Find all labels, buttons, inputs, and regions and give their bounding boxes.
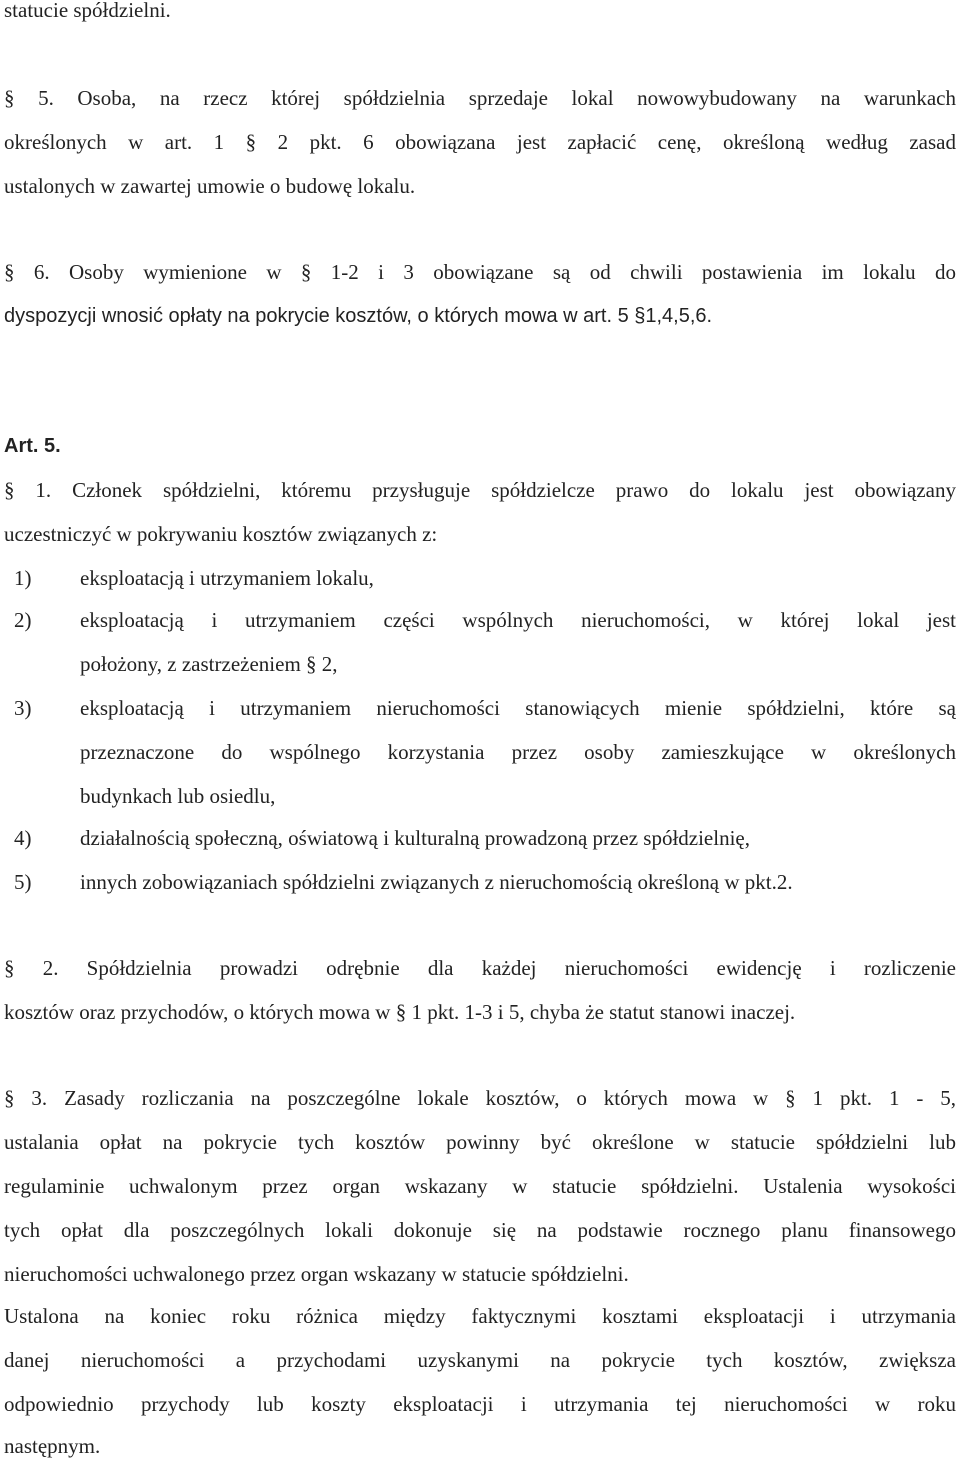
paragraph-5-line-3: ustalonych w zawartej umowie o budowę lokalu. xyxy=(4,174,416,198)
list-item-number: 3) xyxy=(14,696,32,720)
section-1-line-2: uczestniczyć w pokrywaniu kosztów związanych z: xyxy=(4,522,438,546)
list-item-text: położony, z zastrzeżeniem § 2, xyxy=(80,652,338,676)
section-1-line-1: § 1. Członek spółdzielni, któremu przysługuje spółdzielcze prawo do lokalu jest obowiązany xyxy=(4,478,956,502)
top-fragment: statucie spółdzielni. xyxy=(4,0,171,22)
list-item-text: budynkach lub osiedlu, xyxy=(80,784,276,808)
section-3-line-2: ustalania opłat na pokrycie tych kosztów powinny być określone w statucie spółdzielni lub xyxy=(4,1130,956,1154)
section-2-line-1: § 2. Spółdzielnia prowadzi odrębnie dla każdej nieruchomości ewidencję i rozliczenie xyxy=(4,956,956,980)
list-item-text: innych zobowiązaniach spółdzielni związanych z nieruchomością określoną w pkt.2. xyxy=(80,870,793,894)
list-item-text: eksploatacją i utrzymaniem lokalu, xyxy=(80,566,374,590)
section-3-line-6: Ustalona na koniec roku różnica między faktycznymi kosztami eksploatacji i utrzymania xyxy=(4,1304,956,1328)
section-3-line-7: danej nieruchomości a przychodami uzyskanymi na pokrycie tych kosztów, zwiększa xyxy=(4,1348,956,1372)
list-item-text: przeznaczone do wspólnego korzystania przez osoby zamieszkujące w określonych xyxy=(80,740,956,764)
section-2-line-2: kosztów oraz przychodów, o których mowa w § 1 pkt. 1-3 i 5, chyba że statut stanowi inaczej. xyxy=(4,1000,796,1024)
paragraph-6-line-2: dyspozycji wnosić opłaty na pokrycie kosztów, o których mowa w art. 5 §1,4,5,6. xyxy=(4,305,713,327)
list-item-number: 4) xyxy=(14,826,32,850)
list-item-number: 2) xyxy=(14,608,32,632)
section-3-line-5: nieruchomości uchwalonego przez organ wskazany w statucie spółdzielni. xyxy=(4,1262,629,1286)
paragraph-5-line-1: § 5. Osoba, na rzecz której spółdzielnia sprzedaje lokal nowowybudowany na warunkach xyxy=(4,86,956,110)
section-3-line-8: odpowiednio przychody lub koszty eksploatacji i utrzymania tej nieruchomości w roku xyxy=(4,1392,956,1416)
section-3-line-9: następnym. xyxy=(4,1434,101,1458)
article-heading: Art. 5. xyxy=(4,435,61,457)
list-item-text: eksploatacją i utrzymaniem części wspólnych nieruchomości, w której lokal jest xyxy=(80,608,956,632)
section-3-line-4: tych opłat dla poszczególnych lokali dokonuje się na podstawie rocznego planu finansowego xyxy=(4,1218,956,1242)
paragraph-5-line-2: określonych w art. 1 § 2 pkt. 6 obowiązana jest zapłacić cenę, określoną według zasad xyxy=(4,130,956,154)
section-3-line-1: § 3. Zasady rozliczania na poszczególne lokale kosztów, o których mowa w § 1 pkt. 1 - 5, xyxy=(4,1086,956,1110)
list-item-text: działalnością społeczną, oświatową i kulturalną prowadzoną przez spółdzielnię, xyxy=(80,826,750,850)
list-item-text: eksploatacją i utrzymaniem nieruchomości stanowiących mienie spółdzielni, które są xyxy=(80,696,956,720)
list-item-number: 1) xyxy=(14,566,32,590)
list-item-number: 5) xyxy=(14,870,32,894)
section-3-line-3: regulaminie uchwalonym przez organ wskazany w statucie spółdzielni. Ustalenia wysokości xyxy=(4,1174,956,1198)
paragraph-6-line-1: § 6. Osoby wymienione w § 1-2 i 3 obowiązane są od chwili postawienia im lokalu do xyxy=(4,260,956,284)
